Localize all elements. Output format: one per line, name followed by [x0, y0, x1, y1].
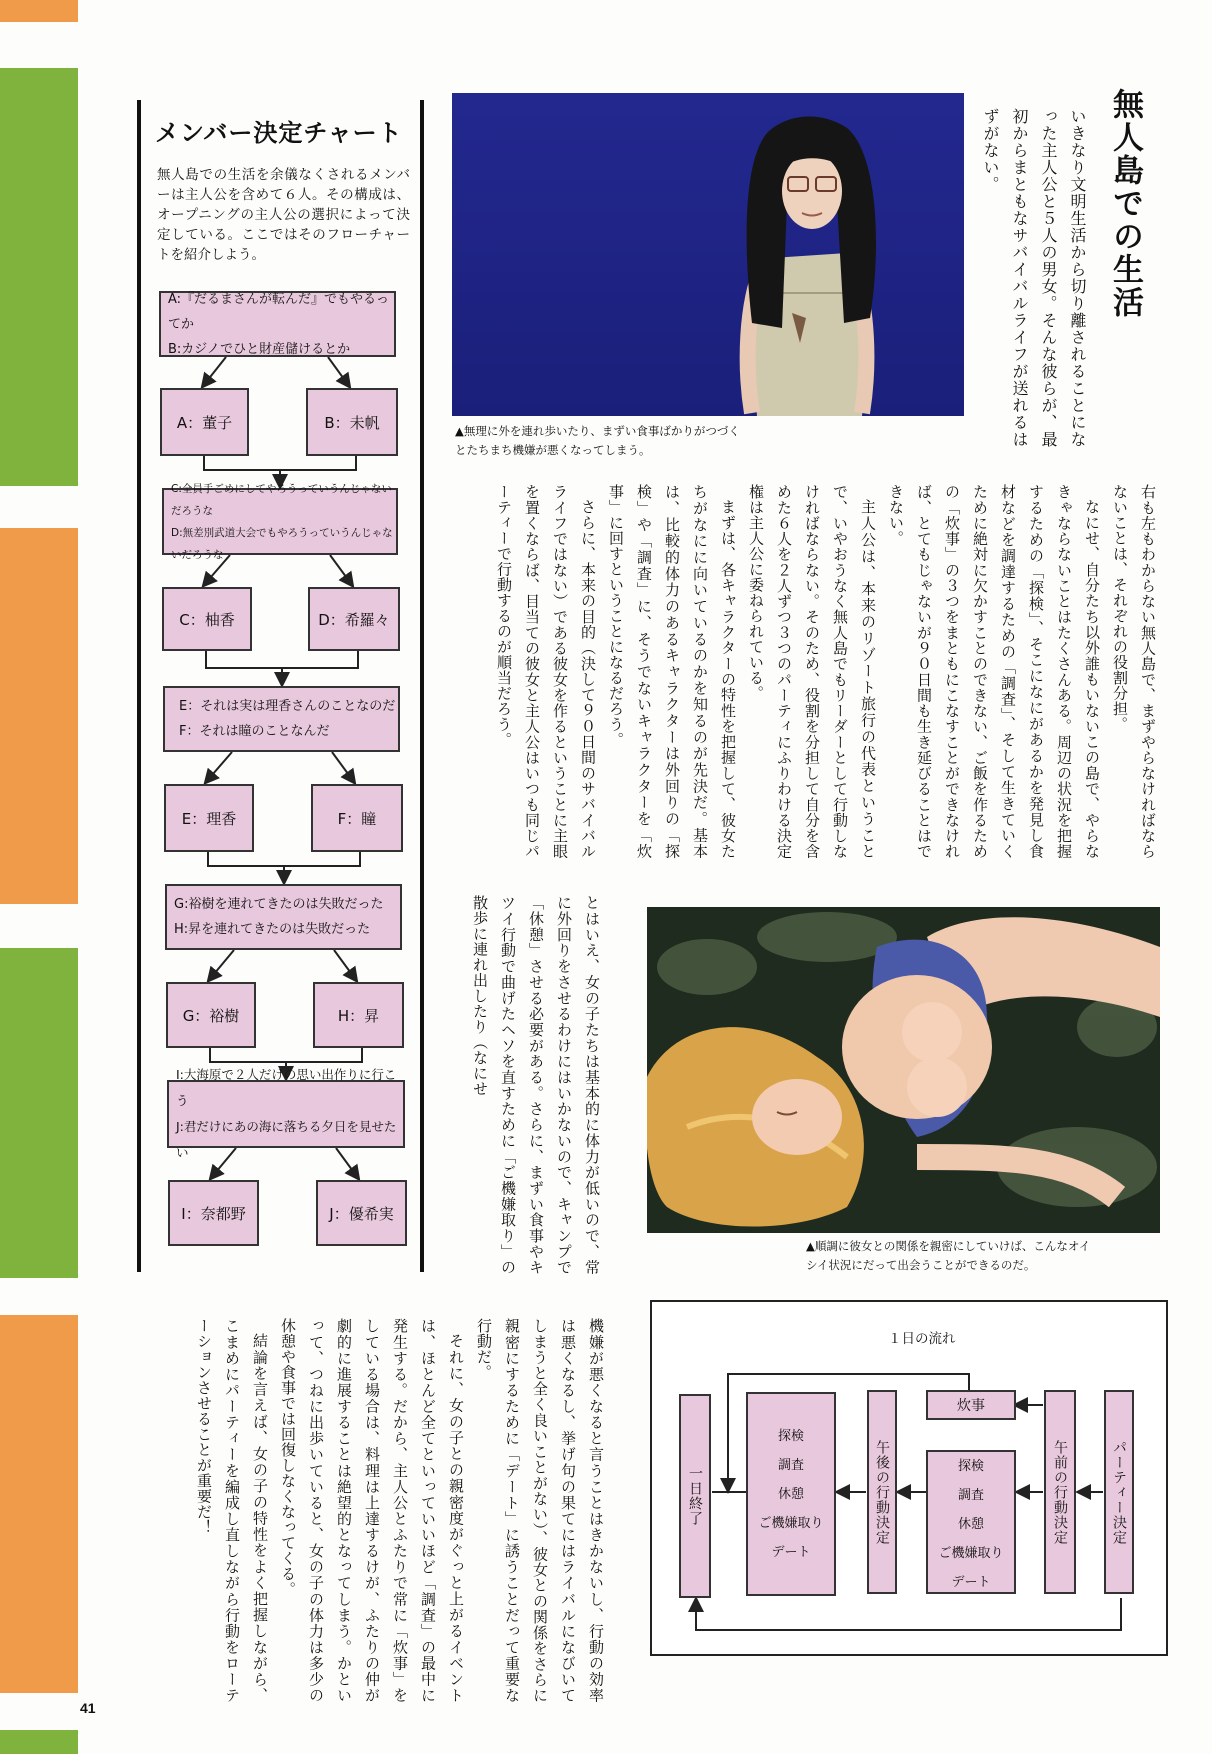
- day-flow-action: 調査: [957, 1488, 984, 1503]
- flowchart-node-i: I：奈都野: [168, 1180, 259, 1246]
- day-flow-day-end: 一日終了: [679, 1394, 711, 1598]
- section-tab: [0, 0, 78, 22]
- article-lead-text: いきなり文明生活から切り離されることになった主人公と５人の男女。そんな彼らが、最初からまともなサバイバルライフが送れるはずがない。: [981, 108, 1087, 448]
- article-body-1-para: 右も左もわからない無人島で、まずやらなければならないことは、それぞれの役割分担。: [1111, 484, 1157, 859]
- day-flow-title: １日の流れ: [888, 1331, 956, 1347]
- section-tab: [0, 1730, 78, 1754]
- flowchart-question-4: [165, 884, 402, 950]
- day-flow-afternoon-decision: 午後の行動決定: [867, 1390, 897, 1594]
- flowchart-node-g: G：裕樹: [166, 982, 256, 1048]
- day-flow-action: 休憩: [777, 1487, 804, 1502]
- article-body-3: [138, 1318, 610, 1703]
- photo2-caption-line2: シイ状況にだって出会うことができるのだ。: [806, 1258, 1036, 1272]
- flowchart-node-c: C：柚香: [162, 587, 252, 651]
- section-tab: [0, 68, 78, 486]
- flowchart-choice-f: F：それは瞳のことなんだ: [179, 724, 330, 739]
- photo1-caption-line2: とたちまち機嫌が悪くなってしまう。: [455, 443, 651, 457]
- day-flow-afternoon-action-list: [748, 1422, 834, 1567]
- day-flow-cooking: [926, 1390, 1016, 1420]
- flowchart-question-3: [163, 686, 400, 752]
- article-body-3-para: 機嫌が悪くなると言うことはきかないし、行動の効率は悪くなるし、挙げ句の果てにはライバルになびいてしまうと全く良いことがない）、彼女との関係をさらに親密にするために「デート」に誘うことだって重要な行動だ。: [475, 1318, 605, 1703]
- flowchart-node-e: E：理香: [164, 784, 254, 852]
- flowchart-node-a: A：董子: [160, 388, 249, 456]
- flowchart-choice-g: G:裕樹を連れてきたのは失敗だった: [174, 897, 384, 912]
- day-flow-party-decision: パーティー決定: [1104, 1390, 1134, 1594]
- day-flow-action: ご機嫌取り: [938, 1546, 1004, 1561]
- article-body-2: [456, 895, 606, 1275]
- article-body-3-para: それに、女の子との親密度がぐっと上がるイベントは、ほとんど全てといっていいほど「調査」の最中に発生する。だから、主人公とふたりで常に「炊事」をしている場合は、料理は上達するけが、ふたりの仲が劇的に進展することは絶望的となってしまう。かといって、つねに出歩いていると、女の子の体力は多少の休憩や食事では回復しなくなってくる。: [279, 1318, 465, 1703]
- screenshot-image-girl-glasses: [452, 93, 964, 416]
- section-tab: [0, 1315, 78, 1693]
- photo1-caption-line1: ▲無理に外を連れ歩いたり、まずい食事ばかりがつづく: [455, 424, 740, 438]
- section-tab: [0, 528, 78, 904]
- panel-right-rule: [420, 100, 424, 1272]
- photo2-caption: [806, 1237, 1166, 1275]
- flowchart-question-2: [162, 482, 398, 561]
- photo1-caption: [455, 422, 795, 460]
- panel-left-rule: [137, 100, 141, 1272]
- day-flow-morning-actions: [926, 1450, 1016, 1594]
- flowchart-choice-c: C:全員手ごめにしてやろうっていうんじゃないだろうな: [171, 482, 392, 517]
- panel-intro: 無人島での生活を余儀なくされるメンバーは主人公を含めて６人。その構成は、オープニングの主人公の選択によって決定している。ここではそのフローチャートを紹介しよう。: [157, 167, 410, 263]
- flowchart-question-1: [159, 291, 396, 357]
- flowchart-node-b: B：未帆: [306, 388, 398, 456]
- flowchart-choice-i: I:大海原で２人だけの思い出作りに行こう: [176, 1067, 397, 1108]
- day-flow-afternoon-actions: [746, 1392, 836, 1596]
- flowchart-choice-j: J:君だけにあの海に落ちる夕日を見せたい: [176, 1119, 397, 1160]
- flowchart-choice-h: H:昇を連れてきたのは失敗だった: [174, 922, 371, 937]
- article-body-3-para: 結論を言えば、女の子の特性をよく把握しながら、こまめにパーティーを編成し直しながら行動をローテーションさせることが重要だ！: [195, 1318, 269, 1703]
- photo2-caption-line1: ▲順調に彼女との関係を親密にしていけば、こんなオイ: [806, 1239, 1091, 1253]
- flowchart-choice-d: D:無差別武道大会でもやろうっていうんじゃないだろうな: [171, 526, 393, 561]
- article-body-1-para: なにせ、自分たち以外誰もいないこの島で、やらなきゃならないことはたくさんある。周辺の状況を把握するための「探検」、そこになにがあるかを発見し食材などを調達するための「調査」、そして生きていくために絶対に欠かすことのできない、ご飯を作るための「炊事」の３つをまともにこなすことができなければ、とてもじゃないが９０日間も生き延びることはできない。: [887, 484, 1101, 859]
- panel-title: メンバー決定チャート: [155, 119, 403, 147]
- day-flow-action: 探検: [957, 1459, 984, 1474]
- screenshot-image-sleeping-girl: [647, 907, 1160, 1233]
- flowchart-choice-a: A:『だるまさんが転んだ』でもやるってか: [168, 291, 390, 332]
- article-body-1-para: さらに、本来の目的（決して９０日間のサバイバルライフではない）である彼女を作るということに主眼を置くならば、目当ての彼女と主人公はいつも同じパーティーで行動するのが順当だろう。: [495, 484, 597, 859]
- day-flow-action: 探検: [777, 1429, 804, 1444]
- flowchart-choice-e: E：それは実は理香さんのことなのだ: [179, 699, 396, 714]
- page-number: 41: [80, 1700, 96, 1716]
- day-flow-action: デート: [951, 1575, 991, 1590]
- day-flow-cooking-label: 炊事: [957, 1398, 985, 1414]
- day-flow-action: デート: [771, 1545, 811, 1560]
- article-lead: [981, 108, 1092, 460]
- flowchart-node-f: F：瞳: [311, 784, 403, 852]
- article-body-1-para: まずは、各キャラクターの特性を把握して、彼女たちがなにに向いているのかを知るのが先決だ。基本は、比較的体力のあるキャラクターは外回りの「探検」や「調査」に、そうでないキャラクターを「炊事」に回すということになるだろう。: [607, 484, 737, 859]
- article-body-1-para: 主人公は、本来のリゾート旅行の代表ということで、いやおうなく無人島でもリーダーとして行動しなければならない。そのため、役割を分担して自分を含めた６人を２人ずつ３つのパーティにふりわける決定権は主人公に委ねられている。: [747, 484, 877, 859]
- day-flow-morning-action-list: [928, 1452, 1014, 1597]
- day-flow-morning-decision: 午前の行動決定: [1044, 1390, 1076, 1594]
- day-flow-diagram: [650, 1300, 1168, 1656]
- flowchart-node-j: J：優希実: [316, 1180, 407, 1246]
- flowchart-question-5: [167, 1067, 405, 1160]
- day-flow-action: 調査: [777, 1458, 804, 1473]
- flowchart-choice-b: B:カジノでひと財産儲けるとか: [168, 341, 351, 357]
- article-title: 無人島での生活: [1107, 88, 1143, 319]
- article-body-2-para: とはいえ、女の子たちは基本的に体力が低いので、常に外回りをさせるわけにはいかないので、キャンプで「休憩」させる必要がある。さらに、まずい食事やキツイ行動で曲げたヘソを直すために「ご機嫌取り」の散歩に連れ出したり（なにせ: [471, 895, 601, 1276]
- article-body-1: [440, 484, 1162, 859]
- section-tab: [0, 948, 78, 1278]
- day-flow-action: ご機嫌取り: [758, 1516, 824, 1531]
- flowchart-node-d: D：希羅々: [308, 587, 400, 651]
- day-flow-action: 休憩: [957, 1517, 984, 1532]
- flowchart-node-h: H：昇: [313, 982, 404, 1048]
